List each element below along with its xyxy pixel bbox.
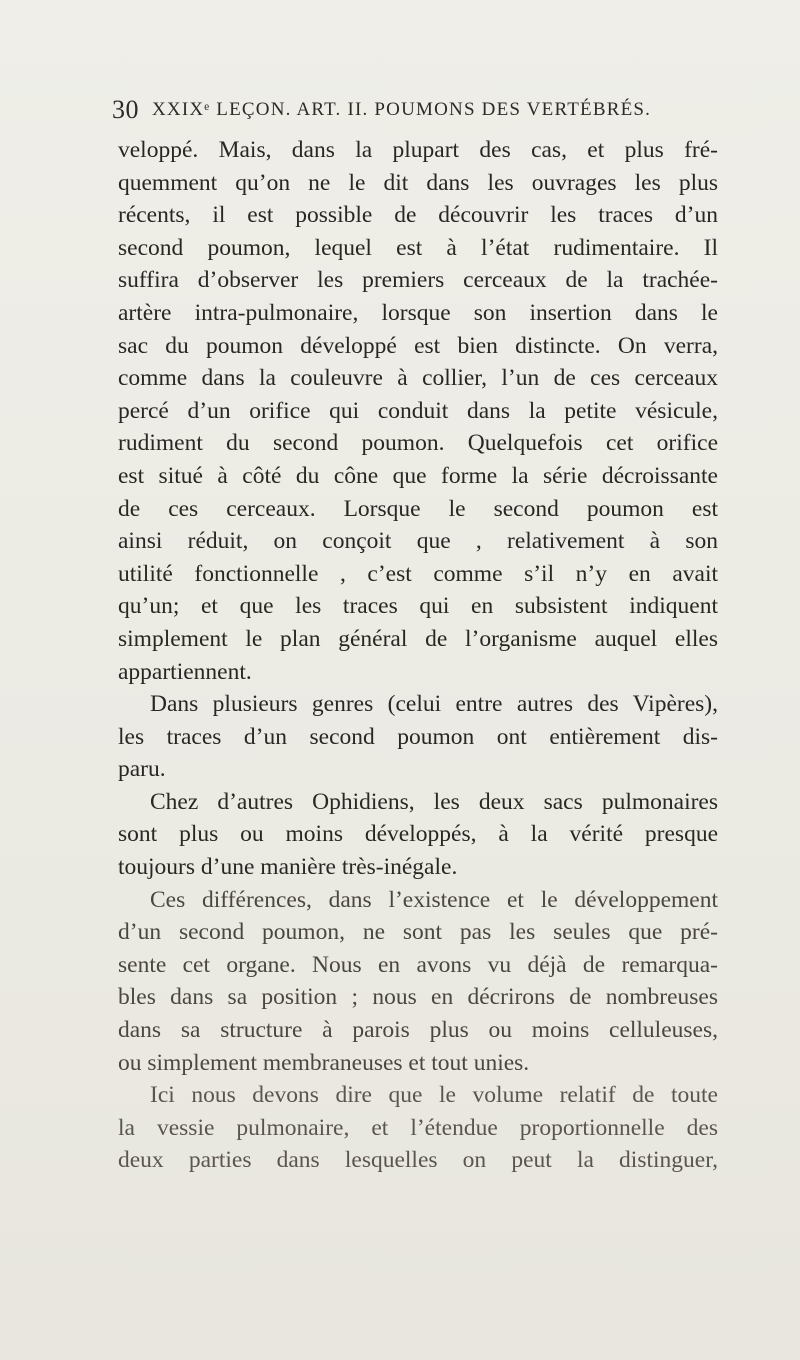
paragraph-3 <box>118 786 718 884</box>
text-line: utilité fonctionnelle , c’est comme s’il n’y en avait <box>118 560 718 587</box>
running-head: XXIXᵉ LEÇON. ART. II. POUMONS DES VERTÉBRÉS. <box>152 99 652 120</box>
paragraph-2 <box>118 688 718 786</box>
text-line: sont plus ou moins développés, à la vérité presque <box>118 821 718 848</box>
text-line: Ces différences, dans l’existence et le développement <box>150 886 718 913</box>
text-line: percé d’un orifice qui conduit dans la petite vésicule, <box>118 397 718 424</box>
text-line: qu’un; et que les traces qui en subsistent indiquent <box>118 593 718 620</box>
text-line: sente cet organe. Nous en avons vu déjà de remarqua- <box>118 951 718 978</box>
text-line: la vessie pulmonaire, et l’étendue proportionnelle des <box>118 1114 718 1141</box>
text-line: toujours d’une manière très-inégale. <box>118 854 458 881</box>
text-line: sac du poumon développé est bien distincte. On verra, <box>118 332 718 359</box>
text-line: veloppé. Mais, dans la plupart des cas, et plus fré- <box>118 137 718 163</box>
text-line: artère intra-pulmonaire, lorsque son insertion dans le <box>118 299 718 326</box>
text-line: quemment qu’on ne le dit dans les ouvrages les plus <box>118 169 718 196</box>
text-line: Dans plusieurs genres (celui entre autres des Vipères), <box>150 691 718 718</box>
text-line: bles dans sa position ; nous en décrirons de nombreuses <box>118 984 718 1011</box>
page-number: 30 <box>112 95 139 124</box>
text-line: est situé à côté du cône que forme la série décroissante <box>118 462 718 489</box>
text-line: rudiment du second poumon. Quelquefois cet orifice <box>118 430 718 457</box>
text-line: d’un second poumon, ne sont pas les seules que pré- <box>118 919 718 946</box>
text-line: Chez d’autres Ophidiens, les deux sacs pulmonaires <box>150 788 718 815</box>
text-line: ainsi réduit, on conçoit que , relativement à son <box>118 528 718 555</box>
text-line: Ici nous devons dire que le volume relatif de toute <box>150 1082 718 1109</box>
text-line: second poumon, lequel est à l’état rudimentaire. Il <box>118 234 718 261</box>
text-line: suffira d’observer les premiers cerceaux de la trachée- <box>118 267 718 294</box>
page-header <box>112 95 722 131</box>
text-line: les traces d’un second poumon ont entièrement dis- <box>118 723 718 750</box>
text-line: paru. <box>118 756 166 783</box>
body-text <box>118 134 718 1177</box>
text-line: deux parties dans lesquelles on peut la distinguer, <box>118 1147 718 1174</box>
text-line: récents, il est possible de découvrir les traces d’un <box>118 202 718 229</box>
paragraph-5 <box>118 1079 718 1177</box>
text-line: appartiennent. <box>118 658 252 685</box>
paragraph-4 <box>118 884 718 1080</box>
paragraph-1 <box>118 134 718 688</box>
text-line: ou simplement membraneuses et tout unies. <box>118 1049 530 1076</box>
text-line: simplement le plan général de l’organisme auquel elles <box>118 625 718 652</box>
text-line: dans sa structure à parois plus ou moins celluleuses, <box>118 1017 718 1044</box>
text-line: de ces cerceaux. Lorsque le second poumon est <box>118 495 718 522</box>
text-line: comme dans la couleuvre à collier, l’un de ces cerceaux <box>118 365 718 392</box>
